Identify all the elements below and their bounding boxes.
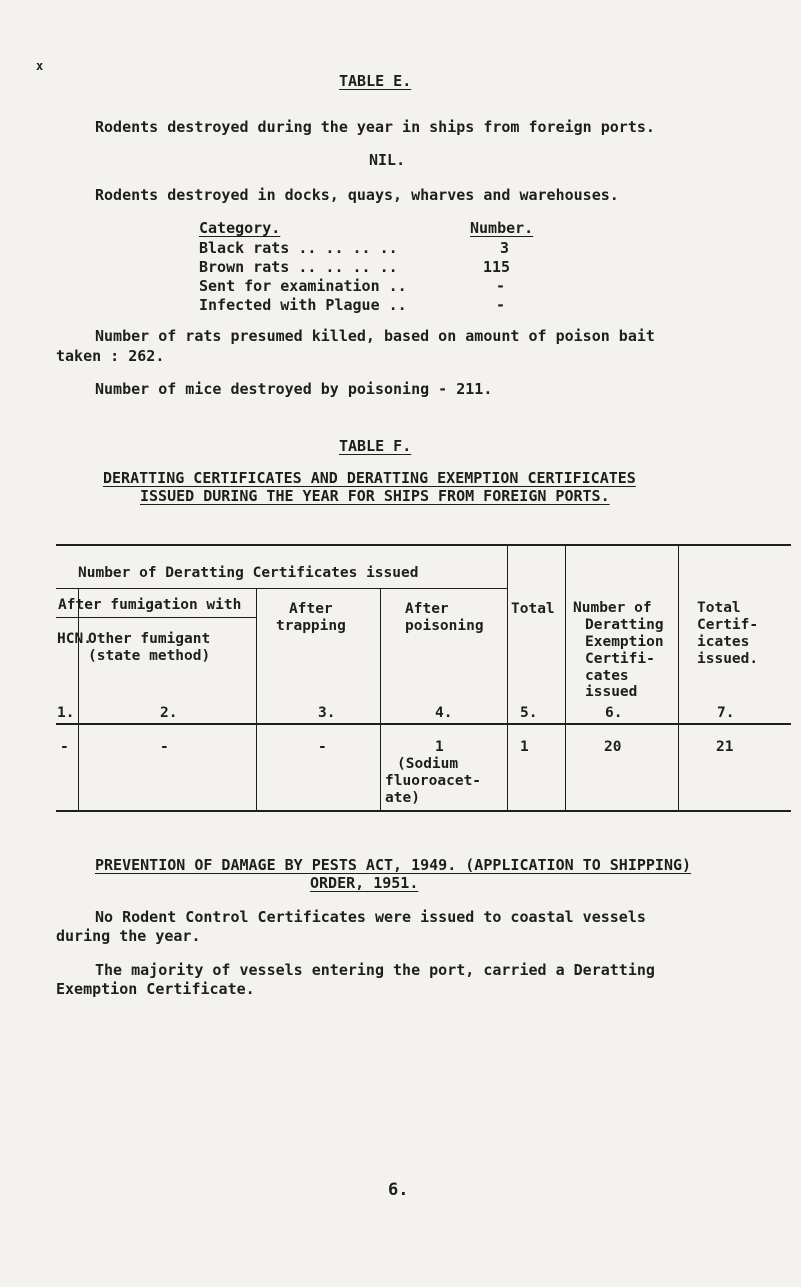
table-top-rule [56, 544, 791, 546]
data-other: - [160, 739, 169, 755]
data-total: 1 [520, 739, 529, 755]
col-poisoning-2: poisoning [405, 618, 484, 634]
col-exemption-line: Number of [573, 600, 652, 616]
col-total-certs-line: Certif- [697, 617, 759, 633]
col-number: 1. [57, 705, 75, 721]
prevention-para-2-line-2: Exemption Certificate. [56, 980, 255, 998]
col-poisoning-1: After [405, 601, 449, 617]
table-row: Black rats .. .. .. .. [199, 239, 398, 257]
data-exemption: 20 [604, 739, 622, 755]
fumigation-rule [56, 617, 256, 618]
group-header-rule [56, 588, 507, 589]
col-total: Total [511, 601, 555, 617]
prevention-heading-1: PREVENTION OF DAMAGE BY PESTS ACT, 1949. (APPLICATION TO SHIPPING) [95, 856, 692, 874]
data-trapping: - [318, 739, 327, 755]
table-f-subtitle-1: DERATTING CERTIFICATES AND DERATTING EXEMPTION CERTIFICATES [103, 469, 636, 487]
col-divider [565, 546, 566, 810]
data-poisoning-note: fluoroacet- [385, 773, 482, 789]
col-number: 3. [318, 705, 336, 721]
margin-mark: x [36, 59, 44, 73]
poison-line-1: Number of rats presumed killed, based on amount of poison bait [95, 327, 655, 345]
col-number: 5. [520, 705, 538, 721]
data-poisoning-note: (Sodium [397, 756, 459, 772]
poison-line-2: taken : 262. [56, 347, 165, 365]
col-divider [380, 589, 381, 810]
col-divider [678, 546, 679, 810]
data-hcn: - [60, 739, 69, 755]
col-exemption-line: cates [585, 668, 629, 684]
col-exemption-line: Deratting [585, 617, 664, 633]
table-bottom-rule [56, 810, 791, 812]
ships-line: Rodents destroyed during the year in ships from foreign ports. [95, 118, 655, 136]
col-divider [256, 589, 257, 810]
page-number: 6. [388, 1180, 409, 1200]
data-total-certs: 21 [716, 739, 734, 755]
table-row: Brown rats .. .. .. .. [199, 258, 398, 276]
prevention-para-1-line-2: during the year. [56, 927, 201, 945]
table-e-title: TABLE E. [339, 72, 412, 90]
col-trapping-1: After [289, 601, 333, 617]
data-poisoning: 1 [435, 739, 444, 755]
col-number: 4. [435, 705, 453, 721]
data-poisoning-note: ate) [385, 790, 420, 806]
docks-line: Rodents destroyed in docks, quays, wharves and warehouses. [95, 186, 619, 204]
col-number: 7. [717, 705, 735, 721]
col-divider [507, 546, 508, 810]
table-row: Sent for examination .. [199, 277, 407, 295]
table-row: Infected with Plague .. [199, 296, 407, 314]
col-trapping-2: trapping [276, 618, 346, 634]
col-exemption-line: Certifi- [585, 651, 655, 667]
col-number: 6. [605, 705, 623, 721]
table-f-title: TABLE F. [339, 437, 412, 455]
number-header: Number. [470, 219, 534, 237]
col-other-1: Other fumigant [88, 631, 211, 647]
col-number: 2. [160, 705, 178, 721]
col-exemption-line: issued [585, 684, 638, 700]
col-hcn: HCN. [57, 631, 92, 647]
category-header: Category. [199, 219, 281, 237]
col-total-certs-line: icates [697, 634, 750, 650]
prevention-para-2-line-1: The majority of vessels entering the port, carried a Deratting [95, 961, 655, 979]
prevention-heading-2: ORDER, 1951. [310, 874, 419, 892]
table-f-subtitle-2: ISSUED DURING THE YEAR FOR SHIPS FROM FOREIGN PORTS. [140, 487, 610, 505]
table-row-number: - [496, 277, 506, 295]
col-exemption-line: Exemption [585, 634, 664, 650]
mice-line: Number of mice destroyed by poisoning - 211. [95, 380, 493, 398]
group-header: Number of Deratting Certificates issued [78, 565, 419, 581]
prevention-para-1-line-1: No Rodent Control Certificates were issued to coastal vessels [95, 908, 646, 926]
col-divider [78, 589, 79, 810]
col-total-certs-line: Total [697, 600, 741, 616]
header-bottom-rule [56, 723, 791, 725]
fumigation-header: After fumigation with [58, 597, 242, 613]
ships-value: NIL. [369, 151, 406, 169]
col-total-certs-line: issued. [697, 651, 759, 667]
table-row-number: - [496, 296, 506, 314]
col-other-2: (state method) [88, 648, 211, 664]
table-row-number: 115 [483, 258, 511, 276]
table-row-number: 3 [500, 239, 510, 257]
